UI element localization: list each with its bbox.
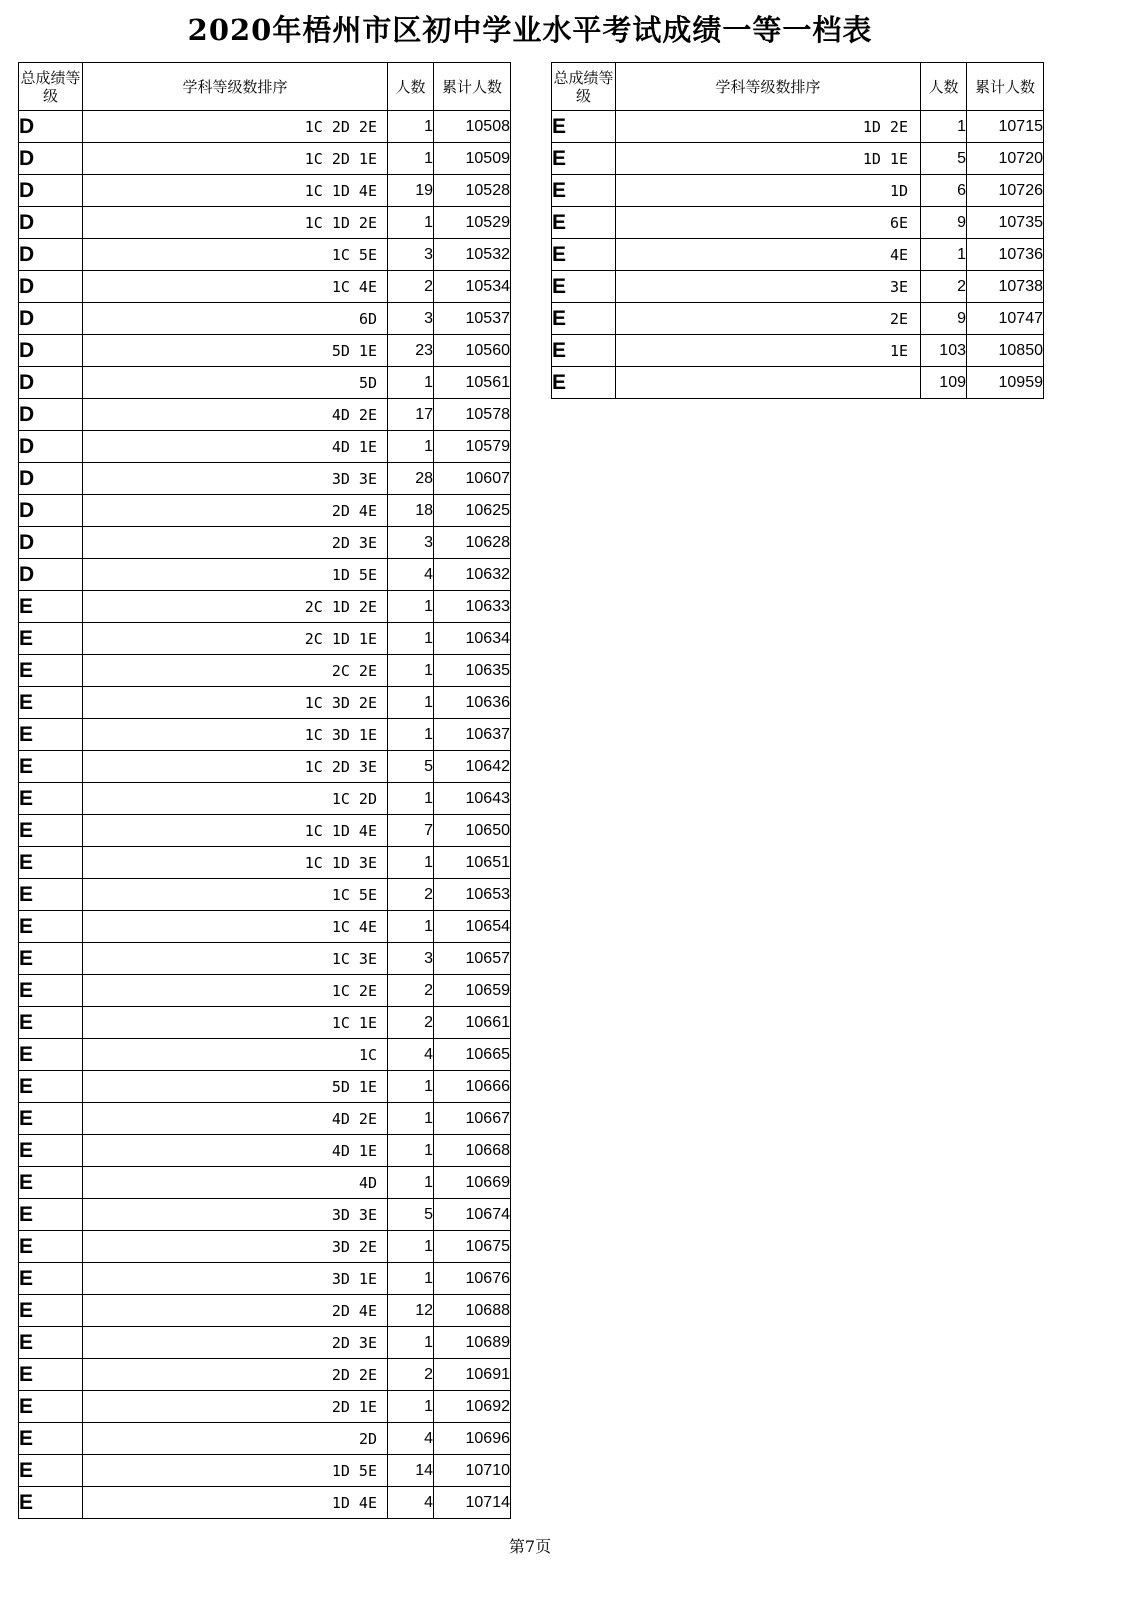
level-cell: E [19,847,83,879]
level-cell: D [19,239,83,271]
table-row [19,1455,511,1487]
count-cell: 1 [388,1231,434,1263]
count-cell: 4 [388,559,434,591]
cumulative-cell: 10509 [434,143,511,175]
table-row [19,463,511,495]
header-sequence: 学科等级数排序 [83,63,388,111]
sequence-cell: 2E [616,303,921,335]
level-cell: E [19,719,83,751]
level-cell: D [19,207,83,239]
sequence-cell: 6E [616,207,921,239]
grade-table-right [551,62,1044,399]
level-cell: D [19,431,83,463]
level-cell: D [19,143,83,175]
sequence-cell: 2C 1D 2E [83,591,388,623]
count-cell: 1 [388,1135,434,1167]
count-cell: 2 [388,879,434,911]
sequence-cell: 4D 1E [83,1135,388,1167]
table-row [19,143,511,175]
cumulative-cell: 10642 [434,751,511,783]
sequence-cell: 1C 1D 3E [83,847,388,879]
sequence-cell: 4D 1E [83,431,388,463]
level-cell: E [19,783,83,815]
sequence-cell: 1D [616,175,921,207]
level-cell: D [19,463,83,495]
level-cell: E [552,303,616,335]
cumulative-cell: 10579 [434,431,511,463]
header-count: 人数 [921,63,967,111]
count-cell: 5 [388,1199,434,1231]
level-cell: E [19,1071,83,1103]
count-cell: 1 [388,1103,434,1135]
sequence-cell: 1C 2D [83,783,388,815]
sequence-cell: 2D [83,1423,388,1455]
count-cell: 103 [921,335,967,367]
sequence-cell: 3D 3E [83,463,388,495]
count-cell: 18 [388,495,434,527]
table-row [19,303,511,335]
sequence-cell: 1C 4E [83,911,388,943]
count-cell: 4 [388,1039,434,1071]
table-row [552,271,1044,303]
count-cell: 1 [388,591,434,623]
level-cell: E [19,1103,83,1135]
level-cell: E [19,1295,83,1327]
cumulative-cell: 10736 [967,239,1044,271]
cumulative-cell: 10715 [967,111,1044,143]
sequence-cell: 1C 1D 4E [83,815,388,847]
count-cell: 6 [921,175,967,207]
level-cell: E [19,975,83,1007]
cumulative-cell: 10659 [434,975,511,1007]
page-title: 2020年梧州市区初中学业水平考试成绩一等一档表 [187,13,873,47]
cumulative-cell: 10651 [434,847,511,879]
level-cell: E [19,1007,83,1039]
table-row [19,271,511,303]
sequence-cell: 1C 3D 1E [83,719,388,751]
count-cell: 1 [388,623,434,655]
count-cell: 2 [388,1007,434,1039]
table-body-right [552,111,1044,399]
count-cell: 2 [388,975,434,1007]
table-row [552,335,1044,367]
table-row [19,367,511,399]
sequence-cell: 1C 1D 2E [83,207,388,239]
table-row [19,623,511,655]
level-cell: E [19,751,83,783]
sequence-cell: 1D 4E [83,1487,388,1519]
cumulative-cell: 10636 [434,687,511,719]
sequence-cell: 1C 2D 1E [83,143,388,175]
table-row [19,1007,511,1039]
count-cell: 19 [388,175,434,207]
level-cell: E [552,335,616,367]
level-cell: E [552,111,616,143]
level-cell: D [19,527,83,559]
cumulative-cell: 10607 [434,463,511,495]
count-cell: 1 [388,431,434,463]
cumulative-cell: 10669 [434,1167,511,1199]
count-cell: 14 [388,1455,434,1487]
sequence-cell: 2D 2E [83,1359,388,1391]
cumulative-cell: 10666 [434,1071,511,1103]
count-cell: 3 [388,527,434,559]
cumulative-cell: 10561 [434,367,511,399]
table-row [552,239,1044,271]
cumulative-cell: 10635 [434,655,511,687]
cumulative-cell: 10632 [434,559,511,591]
level-cell: D [19,175,83,207]
table-row [19,815,511,847]
table-row [19,207,511,239]
table-row [19,1231,511,1263]
cumulative-cell: 10634 [434,623,511,655]
sequence-cell: 4D 2E [83,1103,388,1135]
table-row [552,207,1044,239]
table-row [19,911,511,943]
table-header-row [19,63,511,111]
level-cell: E [19,1263,83,1295]
cumulative-cell: 10532 [434,239,511,271]
cumulative-cell: 10675 [434,1231,511,1263]
level-cell: E [19,1359,83,1391]
cumulative-cell: 10738 [967,271,1044,303]
cumulative-cell: 10689 [434,1327,511,1359]
table-row [19,783,511,815]
count-cell: 1 [388,1167,434,1199]
count-cell: 1 [388,911,434,943]
cumulative-cell: 10628 [434,527,511,559]
level-cell: E [19,1039,83,1071]
count-cell: 1 [388,719,434,751]
cumulative-cell: 10747 [967,303,1044,335]
cumulative-cell: 10959 [967,367,1044,399]
sequence-cell [616,367,921,399]
count-cell: 1 [388,1071,434,1103]
sequence-cell: 1D 2E [616,111,921,143]
level-cell: D [19,495,83,527]
table-row [19,1391,511,1423]
cumulative-cell: 10653 [434,879,511,911]
table-row [19,1423,511,1455]
level-cell: E [19,687,83,719]
header-count: 人数 [388,63,434,111]
count-cell: 1 [921,111,967,143]
level-cell: E [19,1199,83,1231]
cumulative-cell: 10720 [967,143,1044,175]
count-cell: 1 [388,207,434,239]
grade-table-left [18,62,511,1519]
table-row [19,431,511,463]
count-cell: 1 [388,367,434,399]
sequence-cell: 3D 3E [83,1199,388,1231]
sequence-cell: 2D 3E [83,527,388,559]
table-row [19,943,511,975]
cumulative-cell: 10661 [434,1007,511,1039]
sequence-cell: 1C [83,1039,388,1071]
header-sequence: 学科等级数排序 [616,63,921,111]
cumulative-cell: 10560 [434,335,511,367]
count-cell: 109 [921,367,967,399]
table-row [552,143,1044,175]
cumulative-cell: 10691 [434,1359,511,1391]
level-cell: E [19,655,83,687]
table-row [19,1263,511,1295]
header-cumulative: 累计人数 [434,63,511,111]
table-row [19,719,511,751]
sequence-cell: 3D 1E [83,1263,388,1295]
count-cell: 1 [388,687,434,719]
cumulative-cell: 10710 [434,1455,511,1487]
table-row [19,1071,511,1103]
cumulative-cell: 10726 [967,175,1044,207]
table-row [19,847,511,879]
table-row [19,559,511,591]
sequence-cell: 2D 4E [83,1295,388,1327]
level-cell: E [552,175,616,207]
sequence-cell: 1C 4E [83,271,388,303]
cumulative-cell: 10650 [434,815,511,847]
table-row [19,655,511,687]
page-number: 第7页 [508,1537,552,1556]
count-cell: 1 [388,111,434,143]
sequence-cell: 2D 4E [83,495,388,527]
table-row [552,303,1044,335]
level-cell: E [19,911,83,943]
cumulative-cell: 10714 [434,1487,511,1519]
level-cell: D [19,399,83,431]
cumulative-cell: 10735 [967,207,1044,239]
count-cell: 1 [388,1327,434,1359]
level-cell: D [19,271,83,303]
count-cell: 2 [921,271,967,303]
count-cell: 9 [921,303,967,335]
level-cell: D [19,559,83,591]
count-cell: 28 [388,463,434,495]
table-row [19,687,511,719]
level-cell: E [19,1327,83,1359]
table-row [19,175,511,207]
sequence-cell: 2C 1D 1E [83,623,388,655]
sequence-cell: 2C 2E [83,655,388,687]
cumulative-cell: 10667 [434,1103,511,1135]
cumulative-cell: 10537 [434,303,511,335]
count-cell: 1 [388,655,434,687]
sequence-cell: 3D 2E [83,1231,388,1263]
table-row [552,111,1044,143]
table-row [19,1327,511,1359]
sequence-cell: 1C 2D 3E [83,751,388,783]
table-row [19,335,511,367]
level-cell: E [19,943,83,975]
count-cell: 2 [388,271,434,303]
table-row [19,239,511,271]
sequence-cell: 3E [616,271,921,303]
level-cell: E [19,1231,83,1263]
level-cell: E [19,1135,83,1167]
table-row [552,367,1044,399]
header-cumulative: 累计人数 [967,63,1044,111]
sequence-cell: 1C 2E [83,975,388,1007]
sequence-cell: 1C 3E [83,943,388,975]
sequence-cell: 1D 1E [616,143,921,175]
count-cell: 4 [388,1487,434,1519]
count-cell: 4 [388,1423,434,1455]
level-cell: E [19,879,83,911]
table-row [19,111,511,143]
table-row [19,879,511,911]
cumulative-cell: 10696 [434,1423,511,1455]
level-cell: D [19,367,83,399]
cumulative-cell: 10654 [434,911,511,943]
sequence-cell: 5D 1E [83,1071,388,1103]
count-cell: 3 [388,239,434,271]
header-level: 总成绩等级 [19,63,83,111]
count-cell: 1 [388,1391,434,1423]
cumulative-cell: 10692 [434,1391,511,1423]
count-cell: 1 [921,239,967,271]
sequence-cell: 5D 1E [83,335,388,367]
table-row [19,1135,511,1167]
table-row [19,591,511,623]
count-cell: 7 [388,815,434,847]
cumulative-cell: 10529 [434,207,511,239]
count-cell: 23 [388,335,434,367]
sequence-cell: 1E [616,335,921,367]
sequence-cell: 4D 2E [83,399,388,431]
table-row [19,1039,511,1071]
count-cell: 12 [388,1295,434,1327]
level-cell: E [19,1167,83,1199]
level-cell: E [19,1423,83,1455]
table-row [19,1359,511,1391]
sequence-cell: 1D 5E [83,559,388,591]
sequence-cell: 1D 5E [83,1455,388,1487]
table-row [19,1487,511,1519]
sequence-cell: 1C 1E [83,1007,388,1039]
count-cell: 5 [388,751,434,783]
level-cell: E [552,143,616,175]
cumulative-cell: 10625 [434,495,511,527]
level-cell: D [19,111,83,143]
table-row [19,399,511,431]
cumulative-cell: 10508 [434,111,511,143]
count-cell: 3 [388,943,434,975]
cumulative-cell: 10657 [434,943,511,975]
count-cell: 5 [921,143,967,175]
table-body-left [19,111,511,1519]
sequence-cell: 1C 5E [83,879,388,911]
count-cell: 1 [388,847,434,879]
cumulative-cell: 10633 [434,591,511,623]
count-cell: 2 [388,1359,434,1391]
level-cell: E [19,815,83,847]
table-row [19,527,511,559]
table-row [19,751,511,783]
level-cell: E [19,1487,83,1519]
table-row [19,1199,511,1231]
cumulative-cell: 10637 [434,719,511,751]
sequence-cell: 5D [83,367,388,399]
table-row [19,1167,511,1199]
cumulative-cell: 10688 [434,1295,511,1327]
count-cell: 9 [921,207,967,239]
sequence-cell: 4D [83,1167,388,1199]
count-cell: 3 [388,303,434,335]
level-cell: E [19,1455,83,1487]
count-cell: 1 [388,143,434,175]
cumulative-cell: 10676 [434,1263,511,1295]
cumulative-cell: 10578 [434,399,511,431]
level-cell: D [19,303,83,335]
level-cell: E [19,1391,83,1423]
level-cell: E [552,239,616,271]
level-cell: D [19,335,83,367]
sequence-cell: 1C 5E [83,239,388,271]
cumulative-cell: 10674 [434,1199,511,1231]
sequence-cell: 1C 2D 2E [83,111,388,143]
table-row [19,495,511,527]
sequence-cell: 1C 3D 2E [83,687,388,719]
level-cell: E [19,591,83,623]
count-cell: 1 [388,783,434,815]
cumulative-cell: 10528 [434,175,511,207]
header-level: 总成绩等级 [552,63,616,111]
table-header-row [552,63,1044,111]
level-cell: E [552,367,616,399]
sequence-cell: 2D 1E [83,1391,388,1423]
count-cell: 1 [388,1263,434,1295]
cumulative-cell: 10668 [434,1135,511,1167]
level-cell: E [19,623,83,655]
level-cell: E [552,207,616,239]
cumulative-cell: 10850 [967,335,1044,367]
cumulative-cell: 10534 [434,271,511,303]
cumulative-cell: 10643 [434,783,511,815]
level-cell: E [552,271,616,303]
table-row [19,1103,511,1135]
cumulative-cell: 10665 [434,1039,511,1071]
count-cell: 17 [388,399,434,431]
sequence-cell: 6D [83,303,388,335]
sequence-cell: 4E [616,239,921,271]
table-row [19,975,511,1007]
table-row [19,1295,511,1327]
table-row [552,175,1044,207]
sequence-cell: 1C 1D 4E [83,175,388,207]
sequence-cell: 2D 3E [83,1327,388,1359]
